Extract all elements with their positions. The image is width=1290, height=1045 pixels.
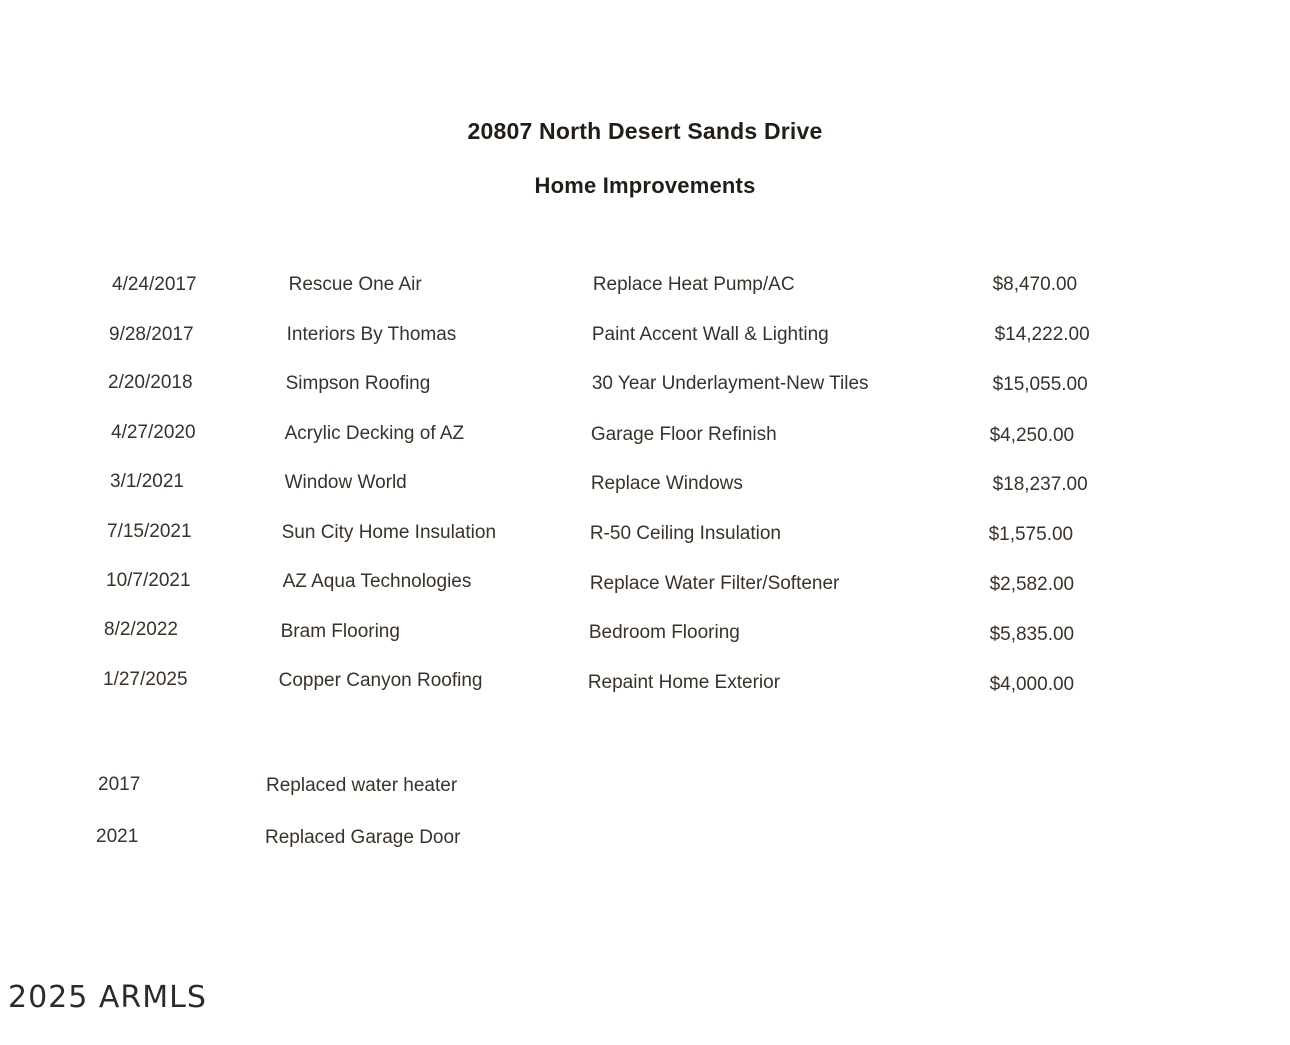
table-row (95, 275, 1155, 324)
note-year: 2017 (98, 774, 141, 795)
improvement-amount: $4,000.00 (989, 674, 1075, 695)
improvement-description: Replace Windows (590, 473, 743, 494)
improvement-date: 4/24/2017 (112, 274, 197, 295)
improvement-amount: $2,582.00 (989, 574, 1075, 595)
improvement-amount: $14,222.00 (994, 324, 1090, 345)
improvement-description: 30 Year Underlayment-New Tiles (591, 373, 869, 394)
improvement-amount: $4,250.00 (989, 425, 1075, 446)
improvement-vendor: Interiors By Thomas (286, 324, 457, 345)
improvement-description: R-50 Ceiling Insulation (589, 523, 781, 544)
improvement-description: Garage Floor Refinish (590, 424, 777, 445)
improvement-amount: $15,055.00 (992, 374, 1088, 395)
table-row (95, 520, 1155, 569)
improvement-vendor: Sun City Home Insulation (281, 522, 497, 543)
table-row (95, 471, 1155, 520)
table-row (95, 324, 1155, 373)
improvement-description: Repaint Home Exterior (587, 672, 781, 693)
improvement-vendor: Copper Canyon Roofing (278, 670, 483, 691)
improvement-amount: $8,470.00 (992, 274, 1078, 295)
note-year: 2021 (96, 826, 139, 847)
improvement-date: 4/27/2020 (111, 422, 196, 443)
improvement-description: Paint Accent Wall & Lighting (591, 324, 829, 345)
table-row (95, 422, 1155, 471)
table-row (88, 775, 788, 825)
improvement-date: 8/2/2022 (104, 619, 178, 640)
table-row (95, 373, 1155, 422)
improvement-amount: $18,237.00 (992, 474, 1088, 495)
improvement-vendor: AZ Aqua Technologies (282, 571, 472, 592)
improvement-date: 7/15/2021 (107, 521, 192, 542)
improvement-date: 10/7/2021 (106, 570, 191, 591)
improvement-amount: $5,835.00 (989, 624, 1075, 645)
additional-notes-table (88, 775, 788, 875)
improvement-date: 3/1/2021 (110, 471, 184, 492)
table-row (95, 618, 1155, 667)
improvement-vendor: Window World (284, 472, 407, 493)
improvement-date: 9/28/2017 (109, 324, 194, 345)
improvement-description: Replace Water Filter/Softener (589, 573, 840, 594)
improvement-vendor: Simpson Roofing (285, 373, 431, 394)
improvement-vendor: Acrylic Decking of AZ (284, 423, 465, 444)
table-row (95, 569, 1155, 618)
table-row (88, 825, 788, 875)
improvement-date: 1/27/2025 (103, 669, 188, 690)
improvement-amount: $1,575.00 (988, 524, 1074, 545)
watermark: 2025 ARMLS (8, 980, 207, 1015)
note-text: Replaced water heater (266, 775, 458, 796)
improvement-vendor: Rescue One Air (288, 274, 422, 295)
improvement-description: Bedroom Flooring (588, 622, 740, 643)
page-subtitle: Home Improvements (534, 173, 756, 198)
note-text: Replaced Garage Door (265, 827, 461, 848)
page-title: 20807 North Desert Sands Drive (467, 118, 823, 144)
table-row (95, 667, 1155, 716)
home-improvements-table (95, 275, 1155, 716)
improvement-description: Replace Heat Pump/AC (592, 274, 795, 295)
improvement-vendor: Bram Flooring (280, 621, 400, 642)
improvement-date: 2/20/2018 (108, 372, 193, 393)
